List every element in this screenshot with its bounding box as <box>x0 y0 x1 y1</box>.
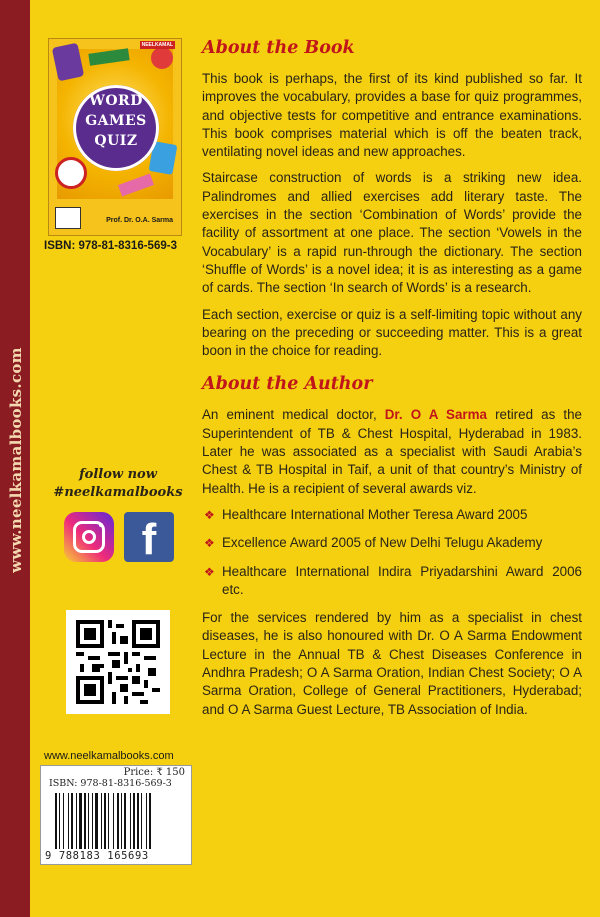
cover-title-line: GAMES <box>85 113 147 129</box>
cover-publisher-logo: NEELKAMAL <box>141 42 173 48</box>
barcode-isbn: ISBN: 978-81-8316-569-3 <box>49 778 172 789</box>
price-label: Price: ₹ 150 <box>123 767 185 778</box>
author-honours-paragraph: For the services rendered by him as a specialist in chest diseases, he is also honoured with Dr. O A Sarma Endowment Lecture in the Annual TB & Chest Diseases Conference in Andhra Pradesh; O A Sarma Oration, Indian Chest Society; O A Sarma Oration, College of General Practitioners, Hyderabad; and O A Sarma Guest Lecture, TB Association of India. <box>202 610 582 717</box>
cover-title <box>67 91 165 151</box>
instagram-icon[interactable] <box>64 512 114 562</box>
back-cover-text <box>202 36 582 727</box>
social-icons <box>64 512 174 562</box>
barcode-website-url: www.neelkamalbooks.com <box>44 750 174 762</box>
awards-list <box>202 506 582 599</box>
spine-website-url: www.neelkamalbooks.com <box>7 347 25 573</box>
barcode-panel <box>40 765 192 865</box>
follow-line: follow now <box>79 467 157 482</box>
about-book-paragraph: This book is perhaps, the first of its kind published so far. It improves the vocabulary, provides a base for quiz programmes, and objective tests for competitive and entrance examinations. This book comprises material which is off the beaten track, ventilating novel ideas and new approaches. <box>202 71 582 160</box>
follow-text <box>40 466 196 502</box>
book-cover-thumbnail <box>48 38 182 236</box>
cover-title-line: QUIZ <box>94 133 138 149</box>
qr-code[interactable] <box>66 610 170 714</box>
qr-code-icon <box>76 620 160 704</box>
author-intro <box>202 406 582 497</box>
diamond-bullet-icon: ❖ <box>204 564 215 579</box>
author-intro-text: retired as the Superintendent of TB & Chest Hospital, Hyderabad in 1983. Later he was associated as a specialist with Saudi Arabia’s Chest & TB Hospital in Taif, a unit of that country’s Ministry of Health. He is a recipient of several awards viz. <box>202 407 582 496</box>
list-item <box>202 563 582 600</box>
award-text: Excellence Award 2005 of New Delhi Telugu Akademy <box>222 535 543 551</box>
barcode-icon <box>55 793 177 849</box>
award-text: Healthcare International Mother Teresa Award 2005 <box>222 506 528 522</box>
barcode-digits: 9 788183 165693 <box>45 850 149 862</box>
facebook-icon[interactable]: f <box>124 512 174 562</box>
list-item <box>202 534 582 552</box>
author-name: Dr. O A Sarma <box>384 407 487 423</box>
cover-title-line: WORD <box>89 93 143 109</box>
cover-decoration <box>151 47 173 69</box>
about-book-heading: About the Book <box>202 38 355 58</box>
cover-mini-barcode <box>55 207 81 229</box>
hashtag: #neelkamalbooks <box>53 485 183 500</box>
diamond-bullet-icon: ❖ <box>204 536 215 551</box>
isbn-label: ISBN: 978-81-8316-569-3 <box>44 240 177 252</box>
diamond-bullet-icon: ❖ <box>204 507 215 522</box>
author-intro-text: An eminent medical doctor, <box>202 407 385 423</box>
about-book-paragraph: Staircase construction of words is a striking new idea. Palindromes and allied exercises add literary taste. The exercises in the section ‘Combination of Words’ provide the facility of assortment at one place. The section ‘Vowels in the Vocabulary’ is a rapid run-through the dictionary. The section ‘Shuffle of Words’ is a novel idea; it is as interesting as a game of cards. The section ‘In search of Words’ is a research. <box>202 170 582 296</box>
list-item <box>202 506 582 524</box>
clock-icon <box>55 157 87 189</box>
about-book-paragraph: Each section, exercise or quiz is a self-limiting topic without any bearing on the preceding or succeeding matter. This is a great boon in the choice for reading. <box>202 306 582 359</box>
award-text: Healthcare International Indira Priyadarshini Award 2006 etc. <box>222 563 582 597</box>
about-author-heading: About the Author <box>202 374 373 395</box>
cover-author: Prof. Dr. O.A. Sarma <box>106 217 173 224</box>
